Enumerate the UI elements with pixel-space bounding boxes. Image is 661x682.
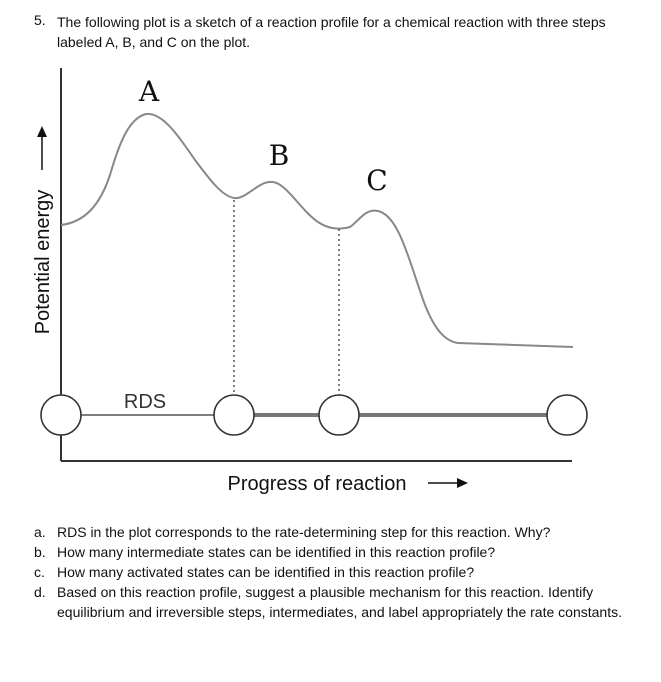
peak-label-b: B: [268, 139, 290, 172]
sub-question-letter: d.: [34, 584, 46, 600]
sub-question-text: How many activated states can be identified in this reaction profile?: [57, 564, 475, 580]
x-axis-label: Progress of reaction: [227, 473, 407, 495]
state-circle-intermediate-1: [214, 395, 254, 435]
sub-question-letter: b.: [34, 544, 46, 560]
y-axis-arrowhead: [37, 126, 47, 137]
sub-question-text: How many intermediate states can be identified in this reaction profile?: [57, 544, 496, 560]
rds-label: RDS: [123, 391, 167, 413]
sub-question-list: [34, 522, 634, 622]
sub-question-text: RDS in the plot corresponds to the rate-determining step for this reaction. Why?: [57, 524, 551, 540]
sub-question-letter: a.: [34, 524, 46, 540]
question-number: 5.: [34, 12, 46, 28]
peak-label-a: A: [138, 75, 160, 108]
question-text: The following plot is a sketch of a reaction profile for a chemical reaction with three steps labeled A, B, and C on the plot.: [57, 14, 606, 50]
sub-question-letter: c.: [34, 564, 45, 580]
peak-label-c: C: [366, 164, 388, 197]
y-axis-label: Potential energy: [32, 189, 54, 335]
state-circle-reactant: [41, 395, 81, 435]
sub-question-d: [34, 582, 634, 622]
sub-question-b: [34, 542, 634, 562]
state-circle-product: [547, 395, 587, 435]
sub-question-text: Based on this reaction profile, suggest a plausible mechanism for this reaction. Identify equilibrium and irreversible steps, intermediates, and label appropriately the rate constants.: [57, 584, 622, 620]
energy-curve: [61, 114, 573, 347]
sub-question-a: [34, 522, 634, 542]
x-axis-arrowhead: [457, 478, 468, 488]
state-circle-intermediate-2: [319, 395, 359, 435]
sub-question-c: [34, 562, 634, 582]
